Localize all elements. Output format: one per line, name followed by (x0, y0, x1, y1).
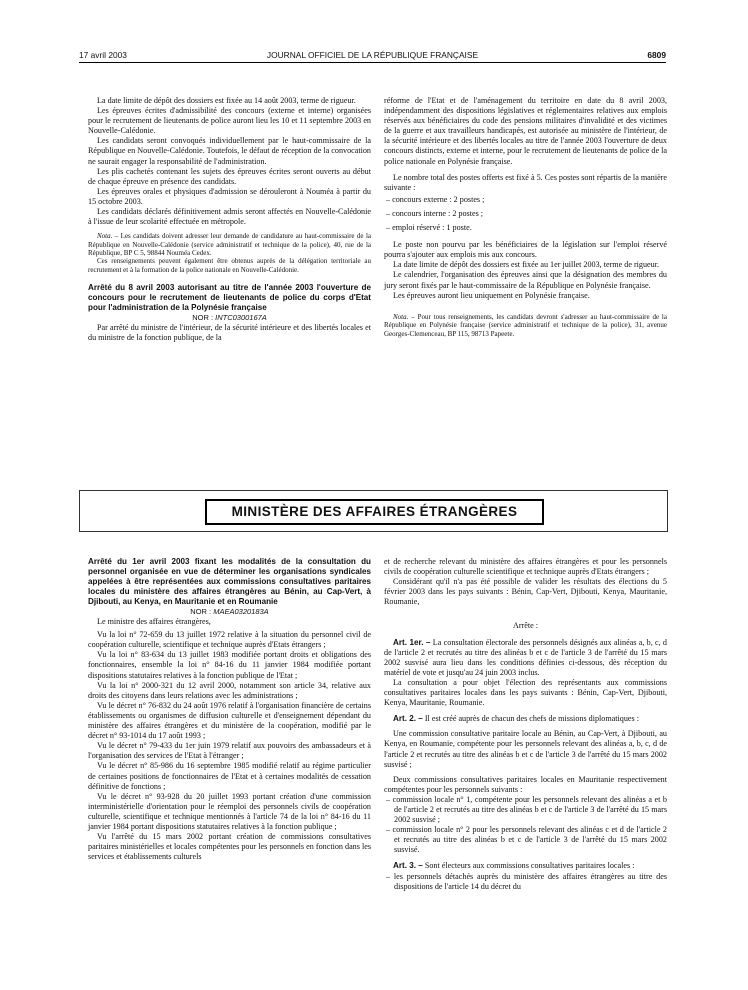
nor-label: NOR : (190, 607, 214, 616)
paragraph: Vu l'arrêté du 15 mars 2002 portant création de commissions consultatives paritaires ministérielles et locales compétentes pour les personnels en fonction dans les services et établissements culturels (88, 832, 371, 862)
paragraph: Les candidats déclarés définitivement admis seront affectés en Nouvelle-Calédonie à l'issue de leur scolarité effectuée en métropole. (88, 207, 371, 227)
header-rule (79, 62, 666, 63)
paragraph: Vu le décret n° 85-986 du 16 septembre 1985 modifié relatif au régime particulier de certaines positions de fonctionnaires de l'Etat et à certaines modalités de cessation définitive de fonctions ; (88, 761, 371, 791)
paragraph: Vu le décret n° 79-433 du 1er juin 1979 relatif aux pouvoirs des ambassadeurs et à l'organisation des services de l'Etat à l'étranger ; (88, 741, 371, 761)
paragraph: Le ministre des affaires étrangères, (97, 617, 211, 627)
article-paragraph (384, 638, 667, 678)
paragraph: Le nombre total des postes offerts est fixé à 5. Ces postes sont répartis de la manière suivante : (384, 172, 667, 192)
nota-label: Nota. (393, 312, 409, 321)
paragraph: Vu la loi n° 2000-321 du 12 avril 2000, notamment son article 34, relative aux droits des citoyens dans leurs relations avec les administrations ; (88, 680, 371, 700)
article-paragraph (384, 714, 667, 724)
electors-list (384, 872, 667, 892)
paragraph: Le calendrier, l'organisation des épreuves ainsi que la désignation des membres du jury seront fixés par le haut-commissaire de la République en Polynésie française. (384, 270, 667, 290)
ministry-banner (79, 490, 668, 532)
paragraph: Les épreuves auront lieu uniquement en Polynésie française. (393, 290, 590, 300)
article-text: Il est créé auprès de chacun des chefs de missions diplomatiques : (422, 714, 639, 724)
nor-code: MAEA0320183A (213, 607, 269, 616)
list-item: – commission locale n° 2 pour les personnels relevant des alinéas c et d de l'article 2 et recrutés au titre des alinéas b et c de l'article 3 de l'arrêté du 15 mars 2002 susvisé. (386, 825, 667, 855)
paragraph: La date limite de dépôt des dossiers est fixée au 1er juillet 2003, terme de rigueur. (393, 260, 660, 270)
nota-text: – Pour tous renseignements, les candidats devront s'adresser au haut-commissaire de la République en Polynésie française (service administratif et technique de la police), 31, avenue Georges-Clemenceau, BP 115, 98713 Papeete. (384, 312, 667, 338)
nota-paragraph (384, 313, 667, 338)
paragraph: Par arrêté du ministre de l'intérieur, de la sécurité intérieure et des libertés locales et du ministre de la fonction publique, de la (88, 323, 371, 343)
article-paragraph (384, 861, 667, 871)
nor-label: NOR : (192, 313, 216, 323)
nota-text: – Les candidats doivent adresser leur demande de candidature au haut-commissaire de la République en Nouvelle-Calédonie (service administratif et technique de la police), 40, rue de la République, BP C 5, 98844 Nouméa Cedex. (88, 232, 371, 258)
paragraph: Les plis cachetés contenant les sujets des épreuves écrites seront ouverts au début de chaque épreuve en présence des candidats. (88, 166, 371, 186)
header-journal-title: JOURNAL OFFICIEL DE LA RÉPUBLIQUE FRANÇAISE (266, 50, 479, 60)
nor-reference (88, 607, 371, 617)
article-label: Art. 3. – (393, 861, 423, 871)
nor-reference (88, 313, 371, 323)
posts-list (384, 195, 667, 233)
header-page-number: 6809 (647, 50, 666, 60)
paragraph: Les candidats seront convoqués individuellement par le haut-commissaire de la République en Nouvelle-Calédonie. Toutefois, le défaut de réception de la convocation ne saurait engager la responsabilité de l'administration. (88, 136, 371, 166)
article-label: Art. 2. – (393, 714, 423, 724)
paragraph: Vu le décret n° 93-928 du 20 juillet 1993 portant création d'une commission interministérielle d'orientation pour le réemploi des personnels civils de coopération culturelle, scientifique et technique mentionnés à l'article 74 de la loi n° 84-16 du 11 janvier 1984 portant dispositions statutaires relatives à la fonction publique ; (88, 791, 371, 831)
bottom-left-column (88, 557, 371, 862)
top-right-column (384, 96, 667, 338)
bottom-right-column (384, 557, 667, 892)
paragraph: Une commission consultative paritaire locale au Bénin, au Cap-Vert, à Djibouti, au Kenya, en Roumanie, compétente pour les personnels relevant des alinéas a, b, c, d de l'article 2 et recrutés au titre des alinéas b et c de l'article 3 de l'arrêté du 15 mars 2002 susvisé ; (384, 729, 667, 769)
article-label: Art. 1er. – (393, 637, 431, 647)
nor-code: INTC0300167A (215, 313, 267, 323)
paragraph: Considérant qu'il n'a pas été possible de valider les résultats des élections du 5 février 2003 dans les pays suivants : Bénin, Cap-Vert, Djibouti, Kenya, Mauritanie, Roumanie, (384, 577, 667, 607)
arrete-title: Arrêté du 8 avril 2003 autorisant au titre de l'année 2003 l'ouverture de concours pour le recrutement de lieutenants de police du corps d'Etat pour l'administration de la Polynésie française (88, 283, 371, 313)
list-item: – emploi réservé : 1 poste. (386, 223, 472, 233)
top-left-column (88, 96, 371, 344)
paragraph: Les épreuves écrites d'admissibilité des concours (externe et interne) organisées pour le recrutement de lieutenants de police auront lieu les 10 et 11 septembre 2003 en Nouvelle-Calédonie. (88, 106, 371, 136)
list-item: – les personnels détachés auprès du ministère des affaires étrangères au titre des dispositions de l'article 14 du décret du (386, 871, 667, 891)
nota-label: Nota. (97, 232, 113, 241)
paragraph: Vu la loi n° 83-634 du 13 juillet 1983 modifiée portant droits et obligations des fonctionnaires, ensemble la loi n° 84-16 du 11 janvier 1984 modifiée portant dispositions statutaires relatives à la fonction publique de l'Etat ; (88, 650, 371, 680)
nota-paragraph (88, 232, 371, 257)
commission-list (384, 795, 667, 856)
list-item: – commission locale n° 1, compétente pour les personnels relevant des alinéas a et b de l'article 2 et recrutés au titre des alinéas b et c de l'article 3 de l'arrêté du 15 mars 2002 susvisé ; (386, 794, 667, 825)
paragraph: réforme de l'Etat et de l'aménagement du territoire en date du 8 avril 2003, indépendamment des dispositions législatives et réglementaires relatives aux emplois réservés aux bénéficiaires du code des pensions militaires d'invalidité et des victimes de la guerre et aux travailleurs handicapés, est autorisée au ministère de l'intérieur, de la sécurité intérieure et des libertés locales au titre de l'année 2003 l'ouverture de deux concours distincts, externe et interne, pour le recrutement de lieutenants de police de la police nationale en Polynésie française. (384, 96, 667, 166)
paragraph: Vu la loi n° 72-659 du 13 juillet 1972 relative à la situation du personnel civil de coopération culturelle, scientifique et technique auprès d'Etats étrangers ; (88, 630, 371, 650)
list-item: – concours externe : 2 postes ; (386, 194, 485, 204)
paragraph: Le poste non pourvu par les bénéficiaires de la législation sur l'emploi réservé pourra s'ajouter aux emplois mis aux concours. (384, 240, 667, 260)
paragraph: Vu le décret n° 76-832 du 24 août 1976 relatif à l'organisation financière de certains établissements ou organismes de diffusion culturelle et d'enseignement dépendant du ministère des affaires étrangères et du ministère de la coopération, modifié par le décret n° 93-1014 du 17 août 1993 ; (88, 700, 371, 741)
list-item: – concours interne : 2 postes ; (386, 208, 484, 218)
header-date: 17 avril 2003 (79, 50, 127, 60)
article-text: Sont électeurs aux commissions consultatives paritaires locales : (422, 861, 635, 871)
paragraph: et de recherche relevant du ministère des affaires étrangères et pour les personnels civils de coopération culturelle scientifique et technique auprès d'Etats étrangers ; (384, 557, 667, 577)
paragraph: Deux commissions consultatives paritaires locales en Mauritanie respectivement compétentes pour les personnels suivants : (384, 774, 667, 794)
arrete-heading: Arrête : (512, 621, 539, 631)
nota-paragraph: Ces renseignements peuvent également être obtenus auprès de la délégation territoriale au recrutement et à la formation de la police nationale en Nouvelle-Calédonie. (88, 257, 371, 274)
paragraph: Les épreuves orales et physiques d'admission se dérouleront à Nouméa à partir du 15 octobre 2003. (88, 186, 371, 206)
article-text: La consultation électorale des personnels désignés aux alinéas a, b, c, d de l'article 2 et recrutés au titre des alinéas b et c de l'article 3 de l'arrêté du 15 mars 2002 susvisé aura lieu dans les conditions définies ci-dessous, dès réception du matériel de vote et jusqu'au 24 juin 2003 inclus. (384, 637, 667, 677)
paragraph: La consultation a pour objet l'élection des représentants aux commissions consultatives paritaires locales dans les pays suivants : Bénin, Cap-Vert, Djibouti, Kenya, Mauritanie, Roumanie. (384, 677, 667, 708)
arrete-title: Arrêté du 1er avril 2003 fixant les modalités de la consultation du personnel organisée en vue de déterminer les organisations syndicales appelées à être représentées aux commissions consultatives paritaires locales du ministère des affaires étrangères au Bénin, au Cap-Vert, à Djibouti, au Kenya, en Mauritanie et en Roumanie (88, 557, 371, 606)
ministry-title: MINISTÈRE DES AFFAIRES ÉTRANGÈRES (205, 499, 544, 525)
paragraph: La date limite de dépôt des dossiers est fixée au 14 août 2003, terme de rigueur. (97, 96, 356, 105)
